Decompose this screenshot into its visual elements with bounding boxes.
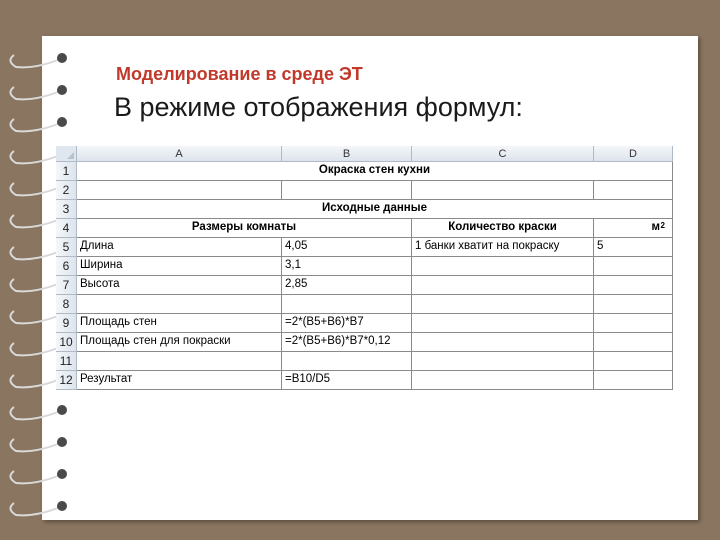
cell-a8[interactable]	[77, 295, 282, 314]
cell-c4[interactable]: Количество краски	[412, 219, 594, 238]
cell-d6[interactable]	[594, 257, 673, 276]
cell-c2[interactable]	[412, 181, 594, 200]
column-header-b[interactable]: B	[282, 146, 412, 162]
cell-c5[interactable]: 1 банки хватит на покраску	[412, 238, 594, 257]
cell-c6[interactable]	[412, 257, 594, 276]
spreadsheet	[56, 146, 673, 390]
cell-d8[interactable]	[594, 295, 673, 314]
cell-b5[interactable]: 4,05	[282, 238, 412, 257]
cell-a6[interactable]: Ширина	[77, 257, 282, 276]
cell-d10[interactable]	[594, 333, 673, 352]
cell-a3-merged[interactable]: Исходные данные	[77, 200, 673, 219]
cell-b2[interactable]	[282, 181, 412, 200]
cell-b8[interactable]	[282, 295, 412, 314]
row-header-7[interactable]: 7	[56, 276, 77, 295]
cell-b12[interactable]: =B10/D5	[282, 371, 412, 390]
cell-a5[interactable]: Длина	[77, 238, 282, 257]
cell-c9[interactable]	[412, 314, 594, 333]
cell-d4[interactable]	[594, 219, 673, 238]
row-header-5[interactable]: 5	[56, 238, 77, 257]
row-header-4[interactable]: 4	[56, 219, 77, 238]
cell-d4-superscript: 2	[660, 221, 665, 230]
column-header-a[interactable]: A	[77, 146, 282, 162]
cell-c12[interactable]	[412, 371, 594, 390]
cell-d4-unit: м	[651, 221, 660, 233]
row-header-8[interactable]: 8	[56, 295, 77, 314]
cell-a9[interactable]: Площадь стен	[77, 314, 282, 333]
cell-c11[interactable]	[412, 352, 594, 371]
cell-b10[interactable]: =2*(B5+B6)*B7*0,12	[282, 333, 412, 352]
select-all-corner[interactable]	[56, 146, 77, 162]
cell-b11[interactable]	[282, 352, 412, 371]
slide-subtitle: Моделирование в среде ЭТ	[116, 64, 363, 84]
row-header-6[interactable]: 6	[56, 257, 77, 276]
cell-c8[interactable]	[412, 295, 594, 314]
row-header-1[interactable]: 1	[56, 162, 77, 181]
column-header-c[interactable]: C	[412, 146, 594, 162]
cell-a10[interactable]: Площадь стен для покраски	[77, 333, 282, 352]
cell-c10[interactable]	[412, 333, 594, 352]
cell-d9[interactable]	[594, 314, 673, 333]
cell-d2[interactable]	[594, 181, 673, 200]
row-header-10[interactable]: 10	[56, 333, 77, 352]
cell-d12[interactable]	[594, 371, 673, 390]
row-header-11[interactable]: 11	[56, 352, 77, 371]
row-header-9[interactable]: 9	[56, 314, 77, 333]
column-header-d[interactable]: D	[594, 146, 673, 162]
cell-b9[interactable]: =2*(B5+B6)*B7	[282, 314, 412, 333]
row-header-12[interactable]: 12	[56, 371, 77, 390]
cell-a2[interactable]	[77, 181, 282, 200]
cell-a4-merged[interactable]: Размеры комнаты	[77, 219, 412, 238]
cell-a11[interactable]	[77, 352, 282, 371]
cell-d7[interactable]	[594, 276, 673, 295]
cell-d11[interactable]	[594, 352, 673, 371]
cell-a7[interactable]: Высота	[77, 276, 282, 295]
cell-b6[interactable]: 3,1	[282, 257, 412, 276]
cell-a1-merged[interactable]: Окраска стен кухни	[77, 162, 673, 181]
cell-c7[interactable]	[412, 276, 594, 295]
row-header-2[interactable]: 2	[56, 181, 77, 200]
row-header-3[interactable]: 3	[56, 200, 77, 219]
slide-title: В режиме отображения формул:	[114, 92, 523, 122]
cell-d5[interactable]: 5	[594, 238, 673, 257]
cell-a12[interactable]: Результат	[77, 371, 282, 390]
cell-b7[interactable]: 2,85	[282, 276, 412, 295]
